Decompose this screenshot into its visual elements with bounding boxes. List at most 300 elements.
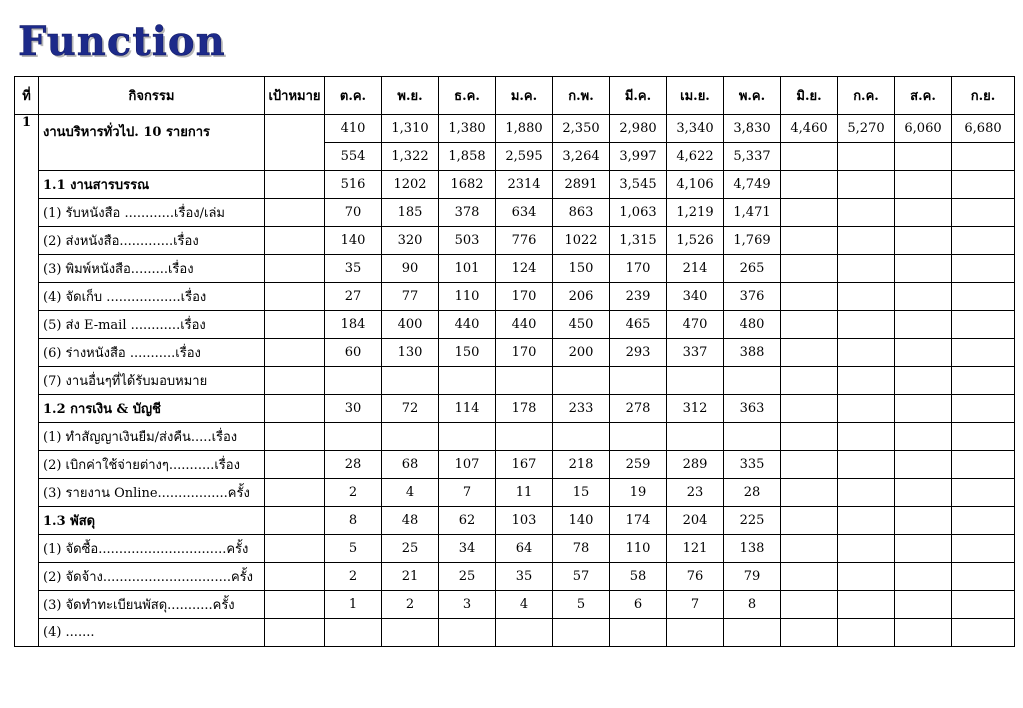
table-row: [15, 563, 1015, 591]
month-value-cell: 170: [610, 255, 667, 283]
table-row: [15, 507, 1015, 535]
month-value-cell: [439, 423, 496, 451]
header-row: [15, 77, 1015, 115]
month-value-cell: 57: [553, 563, 610, 591]
month-value-cell: [895, 311, 952, 339]
month-value-cell: 124: [496, 255, 553, 283]
month-value-cell: 2: [325, 563, 382, 591]
month-value-cell: 11: [496, 479, 553, 507]
month-value-cell: 259: [610, 451, 667, 479]
target-cell: [265, 507, 325, 535]
month-value-cell: [838, 619, 895, 647]
target-cell: [265, 283, 325, 311]
column-header: ก.ย.: [952, 77, 1015, 115]
month-value-cell: [553, 423, 610, 451]
month-value-cell: [838, 535, 895, 563]
month-value-cell: 2314: [496, 171, 553, 199]
month-value-cell: [781, 479, 838, 507]
column-header: ก.ค.: [838, 77, 895, 115]
month-value-cell: 239: [610, 283, 667, 311]
month-value-cell: 138: [724, 535, 781, 563]
table-row: [15, 367, 1015, 395]
month-value-cell: 6,680: [952, 115, 1015, 143]
target-cell: [265, 563, 325, 591]
month-value-cell: 110: [610, 535, 667, 563]
month-value-cell: 3,997: [610, 143, 667, 171]
table-header: [15, 77, 1015, 115]
month-value-cell: 30: [325, 395, 382, 423]
table-row: [15, 591, 1015, 619]
month-value-cell: [838, 311, 895, 339]
month-value-cell: [781, 423, 838, 451]
month-value-cell: 184: [325, 311, 382, 339]
activity-cell: งานบริหารทั่วไป. 10 รายการ: [39, 115, 265, 171]
activity-cell: (3) รายงาน Online.................ครั้ง: [39, 479, 265, 507]
table-row: [15, 479, 1015, 507]
month-value-cell: 76: [667, 563, 724, 591]
month-value-cell: 340: [667, 283, 724, 311]
month-value-cell: 3,545: [610, 171, 667, 199]
month-value-cell: 5,270: [838, 115, 895, 143]
month-value-cell: [325, 423, 382, 451]
month-value-cell: 554: [325, 143, 382, 171]
month-value-cell: 25: [439, 563, 496, 591]
month-value-cell: 278: [610, 395, 667, 423]
table-row: [15, 451, 1015, 479]
month-value-cell: [838, 199, 895, 227]
month-value-cell: [895, 283, 952, 311]
month-value-cell: [781, 591, 838, 619]
month-value-cell: [382, 367, 439, 395]
month-value-cell: 170: [496, 339, 553, 367]
month-value-cell: 78: [553, 535, 610, 563]
month-value-cell: 103: [496, 507, 553, 535]
table-row: [15, 619, 1015, 647]
month-value-cell: 35: [496, 563, 553, 591]
month-value-cell: 218: [553, 451, 610, 479]
month-value-cell: 503: [439, 227, 496, 255]
column-header: มี.ค.: [610, 77, 667, 115]
month-value-cell: [952, 227, 1015, 255]
month-value-cell: 1,769: [724, 227, 781, 255]
month-value-cell: 7: [667, 591, 724, 619]
month-value-cell: 265: [724, 255, 781, 283]
activity-cell: (4) .......: [39, 619, 265, 647]
target-cell: [265, 339, 325, 367]
month-value-cell: [382, 619, 439, 647]
month-value-cell: 516: [325, 171, 382, 199]
month-value-cell: [838, 171, 895, 199]
month-value-cell: [382, 423, 439, 451]
activity-cell: 1.2 การเงิน & บัญชี: [39, 395, 265, 423]
month-value-cell: [439, 367, 496, 395]
month-value-cell: 15: [553, 479, 610, 507]
month-value-cell: 114: [439, 395, 496, 423]
month-value-cell: [895, 171, 952, 199]
month-value-cell: 1,526: [667, 227, 724, 255]
month-value-cell: 34: [439, 535, 496, 563]
table-row: [15, 171, 1015, 199]
table-body: [15, 115, 1015, 647]
table-row: [15, 283, 1015, 311]
table-row: [15, 339, 1015, 367]
table-row: [15, 227, 1015, 255]
month-value-cell: 1682: [439, 171, 496, 199]
month-value-cell: [838, 339, 895, 367]
month-value-cell: 150: [553, 255, 610, 283]
month-value-cell: [724, 367, 781, 395]
month-value-cell: [781, 395, 838, 423]
column-header: ม.ค.: [496, 77, 553, 115]
target-cell: [265, 367, 325, 395]
month-value-cell: 465: [610, 311, 667, 339]
table-row: [15, 115, 1015, 143]
month-value-cell: 62: [439, 507, 496, 535]
activity-cell: (1) ทำสัญญาเงินยืม/ส่งคืน.....เรื่อง: [39, 423, 265, 451]
month-value-cell: [496, 367, 553, 395]
month-value-cell: 312: [667, 395, 724, 423]
month-value-cell: 185: [382, 199, 439, 227]
activity-cell: (1) รับหนังสือ ............เรื่อง/เล่ม: [39, 199, 265, 227]
month-value-cell: [610, 619, 667, 647]
month-value-cell: 170: [496, 283, 553, 311]
month-value-cell: 130: [382, 339, 439, 367]
activity-cell: (1) จัดซื้อ...............................ครั้ง: [39, 535, 265, 563]
month-value-cell: 2: [325, 479, 382, 507]
month-value-cell: 7: [439, 479, 496, 507]
month-value-cell: [838, 227, 895, 255]
month-value-cell: 167: [496, 451, 553, 479]
month-value-cell: 293: [610, 339, 667, 367]
target-cell: [265, 311, 325, 339]
month-value-cell: 1,063: [610, 199, 667, 227]
column-header: ที่: [15, 77, 39, 115]
month-value-cell: [895, 451, 952, 479]
month-value-cell: 1,380: [439, 115, 496, 143]
month-value-cell: [781, 199, 838, 227]
month-value-cell: [781, 451, 838, 479]
month-value-cell: 35: [325, 255, 382, 283]
month-value-cell: 4,749: [724, 171, 781, 199]
month-value-cell: 1,315: [610, 227, 667, 255]
column-header: พ.ย.: [382, 77, 439, 115]
month-value-cell: [952, 199, 1015, 227]
month-value-cell: 204: [667, 507, 724, 535]
month-value-cell: [895, 535, 952, 563]
month-value-cell: 140: [325, 227, 382, 255]
month-value-cell: [895, 423, 952, 451]
month-value-cell: 410: [325, 115, 382, 143]
month-value-cell: [781, 171, 838, 199]
month-value-cell: 8: [724, 591, 781, 619]
month-value-cell: 3,264: [553, 143, 610, 171]
month-value-cell: 2891: [553, 171, 610, 199]
activity-cell: (4) จัดเก็บ ..................เรื่อง: [39, 283, 265, 311]
month-value-cell: 150: [439, 339, 496, 367]
month-value-cell: [838, 479, 895, 507]
slide-title: Function: [18, 18, 226, 65]
month-value-cell: 60: [325, 339, 382, 367]
month-value-cell: 72: [382, 395, 439, 423]
month-value-cell: 77: [382, 283, 439, 311]
month-value-cell: [952, 619, 1015, 647]
month-value-cell: [952, 255, 1015, 283]
month-value-cell: [781, 619, 838, 647]
month-value-cell: [952, 563, 1015, 591]
column-header: ก.พ.: [553, 77, 610, 115]
month-value-cell: 335: [724, 451, 781, 479]
month-value-cell: 1,219: [667, 199, 724, 227]
month-value-cell: 101: [439, 255, 496, 283]
month-value-cell: [952, 479, 1015, 507]
month-value-cell: 1: [325, 591, 382, 619]
column-header: กิจกรรม: [39, 77, 265, 115]
month-value-cell: [781, 311, 838, 339]
month-value-cell: [439, 619, 496, 647]
month-value-cell: [952, 171, 1015, 199]
month-value-cell: 450: [553, 311, 610, 339]
month-value-cell: [610, 423, 667, 451]
month-value-cell: 8: [325, 507, 382, 535]
month-value-cell: [781, 255, 838, 283]
month-value-cell: 1,322: [382, 143, 439, 171]
month-value-cell: 634: [496, 199, 553, 227]
month-value-cell: 289: [667, 451, 724, 479]
month-value-cell: [781, 339, 838, 367]
target-cell: [265, 451, 325, 479]
month-value-cell: 21: [382, 563, 439, 591]
month-value-cell: [952, 367, 1015, 395]
month-value-cell: [838, 395, 895, 423]
month-value-cell: 4,622: [667, 143, 724, 171]
month-value-cell: 440: [496, 311, 553, 339]
month-value-cell: 3: [439, 591, 496, 619]
target-cell: [265, 395, 325, 423]
target-cell: [265, 479, 325, 507]
month-value-cell: [895, 143, 952, 171]
month-value-cell: [724, 619, 781, 647]
month-value-cell: [667, 367, 724, 395]
month-value-cell: [895, 367, 952, 395]
activity-cell: (2) จัดจ้าง...............................ครั้ง: [39, 563, 265, 591]
activity-cell: (3) จัดทำทะเบียนพัสดุ...........ครั้ง: [39, 591, 265, 619]
month-value-cell: 28: [325, 451, 382, 479]
target-cell: [265, 535, 325, 563]
month-value-cell: [667, 619, 724, 647]
table-row: [15, 535, 1015, 563]
month-value-cell: [952, 311, 1015, 339]
month-value-cell: [895, 479, 952, 507]
activity-cell: (2) เบิกค่าใช้จ่ายต่างๆ...........เรื่อง: [39, 451, 265, 479]
month-value-cell: [496, 423, 553, 451]
month-value-cell: 2,350: [553, 115, 610, 143]
month-value-cell: [895, 619, 952, 647]
month-value-cell: 363: [724, 395, 781, 423]
month-value-cell: [838, 563, 895, 591]
month-value-cell: 233: [553, 395, 610, 423]
month-value-cell: [895, 199, 952, 227]
activity-cell: (6) ร่างหนังสือ ...........เรื่อง: [39, 339, 265, 367]
month-value-cell: 1,310: [382, 115, 439, 143]
month-value-cell: [781, 563, 838, 591]
month-value-cell: 3,340: [667, 115, 724, 143]
month-value-cell: 378: [439, 199, 496, 227]
month-value-cell: 388: [724, 339, 781, 367]
target-cell: [265, 423, 325, 451]
month-value-cell: 225: [724, 507, 781, 535]
month-value-cell: 6,060: [895, 115, 952, 143]
month-value-cell: [838, 255, 895, 283]
month-value-cell: 470: [667, 311, 724, 339]
month-value-cell: 1202: [382, 171, 439, 199]
month-value-cell: [781, 507, 838, 535]
month-value-cell: [895, 507, 952, 535]
month-value-cell: [952, 535, 1015, 563]
month-value-cell: [781, 283, 838, 311]
month-value-cell: 28: [724, 479, 781, 507]
activity-cell: (7) งานอื่นๆที่ได้รับมอบหมาย: [39, 367, 265, 395]
month-value-cell: 4: [496, 591, 553, 619]
month-value-cell: 68: [382, 451, 439, 479]
month-value-cell: 206: [553, 283, 610, 311]
month-value-cell: [952, 451, 1015, 479]
month-value-cell: 776: [496, 227, 553, 255]
month-value-cell: 140: [553, 507, 610, 535]
month-value-cell: [838, 451, 895, 479]
month-value-cell: 480: [724, 311, 781, 339]
column-header: ธ.ค.: [439, 77, 496, 115]
month-value-cell: 79: [724, 563, 781, 591]
month-value-cell: 2,595: [496, 143, 553, 171]
month-value-cell: 90: [382, 255, 439, 283]
column-header: ส.ค.: [895, 77, 952, 115]
activity-cell: 1.1 งานสารบรรณ: [39, 171, 265, 199]
month-value-cell: 174: [610, 507, 667, 535]
table-row: [15, 255, 1015, 283]
month-value-cell: 2: [382, 591, 439, 619]
target-cell: [265, 171, 325, 199]
month-value-cell: [610, 367, 667, 395]
month-value-cell: [724, 423, 781, 451]
month-value-cell: 25: [382, 535, 439, 563]
column-header: พ.ค.: [724, 77, 781, 115]
month-value-cell: [952, 283, 1015, 311]
month-value-cell: [895, 395, 952, 423]
target-cell: [265, 591, 325, 619]
month-value-cell: 863: [553, 199, 610, 227]
month-value-cell: 64: [496, 535, 553, 563]
month-value-cell: 4: [382, 479, 439, 507]
month-value-cell: 48: [382, 507, 439, 535]
month-value-cell: 5: [325, 535, 382, 563]
month-value-cell: [895, 563, 952, 591]
month-value-cell: [952, 395, 1015, 423]
target-cell: [265, 227, 325, 255]
month-value-cell: [838, 423, 895, 451]
column-header: ต.ค.: [325, 77, 382, 115]
month-value-cell: [781, 143, 838, 171]
column-header: เม.ย.: [667, 77, 724, 115]
month-value-cell: 200: [553, 339, 610, 367]
month-value-cell: [895, 227, 952, 255]
month-value-cell: [325, 619, 382, 647]
month-value-cell: [781, 227, 838, 255]
month-value-cell: [952, 507, 1015, 535]
month-value-cell: [325, 367, 382, 395]
month-value-cell: 3,830: [724, 115, 781, 143]
month-value-cell: 1022: [553, 227, 610, 255]
target-cell: [265, 255, 325, 283]
month-value-cell: 214: [667, 255, 724, 283]
month-value-cell: [781, 535, 838, 563]
column-header: มิ.ย.: [781, 77, 838, 115]
month-value-cell: [895, 339, 952, 367]
month-value-cell: 337: [667, 339, 724, 367]
table-row: [15, 423, 1015, 451]
month-value-cell: 6: [610, 591, 667, 619]
month-value-cell: [952, 339, 1015, 367]
month-value-cell: 1,858: [439, 143, 496, 171]
month-value-cell: [496, 619, 553, 647]
month-value-cell: 5,337: [724, 143, 781, 171]
month-value-cell: [838, 143, 895, 171]
month-value-cell: 4,460: [781, 115, 838, 143]
month-value-cell: 121: [667, 535, 724, 563]
month-value-cell: 376: [724, 283, 781, 311]
function-table: [14, 76, 1015, 647]
month-value-cell: 70: [325, 199, 382, 227]
month-value-cell: [952, 143, 1015, 171]
row-number: 1: [15, 115, 39, 647]
month-value-cell: [667, 423, 724, 451]
month-value-cell: 2,980: [610, 115, 667, 143]
month-value-cell: 1,471: [724, 199, 781, 227]
month-value-cell: 440: [439, 311, 496, 339]
month-value-cell: [952, 591, 1015, 619]
month-value-cell: [838, 507, 895, 535]
target-cell: [265, 115, 325, 171]
table-row: [15, 199, 1015, 227]
month-value-cell: 107: [439, 451, 496, 479]
month-value-cell: 27: [325, 283, 382, 311]
activity-cell: (5) ส่ง E-mail ............เรื่อง: [39, 311, 265, 339]
column-header: เป้าหมาย: [265, 77, 325, 115]
month-value-cell: [781, 367, 838, 395]
activity-cell: 1.3 พัสดุ: [39, 507, 265, 535]
month-value-cell: [952, 423, 1015, 451]
target-cell: [265, 199, 325, 227]
table-row: [15, 395, 1015, 423]
table-row: [15, 311, 1015, 339]
month-value-cell: 5: [553, 591, 610, 619]
month-value-cell: [553, 619, 610, 647]
month-value-cell: 4,106: [667, 171, 724, 199]
activity-cell: (2) ส่งหนังสือ.............เรื่อง: [39, 227, 265, 255]
month-value-cell: 400: [382, 311, 439, 339]
month-value-cell: 320: [382, 227, 439, 255]
month-value-cell: 58: [610, 563, 667, 591]
month-value-cell: 19: [610, 479, 667, 507]
target-cell: [265, 619, 325, 647]
month-value-cell: 178: [496, 395, 553, 423]
month-value-cell: [895, 591, 952, 619]
month-value-cell: 23: [667, 479, 724, 507]
month-value-cell: [838, 367, 895, 395]
month-value-cell: 1,880: [496, 115, 553, 143]
month-value-cell: [895, 255, 952, 283]
month-value-cell: [553, 367, 610, 395]
activity-cell: (3) พิมพ์หนังสือ.........เรื่อง: [39, 255, 265, 283]
